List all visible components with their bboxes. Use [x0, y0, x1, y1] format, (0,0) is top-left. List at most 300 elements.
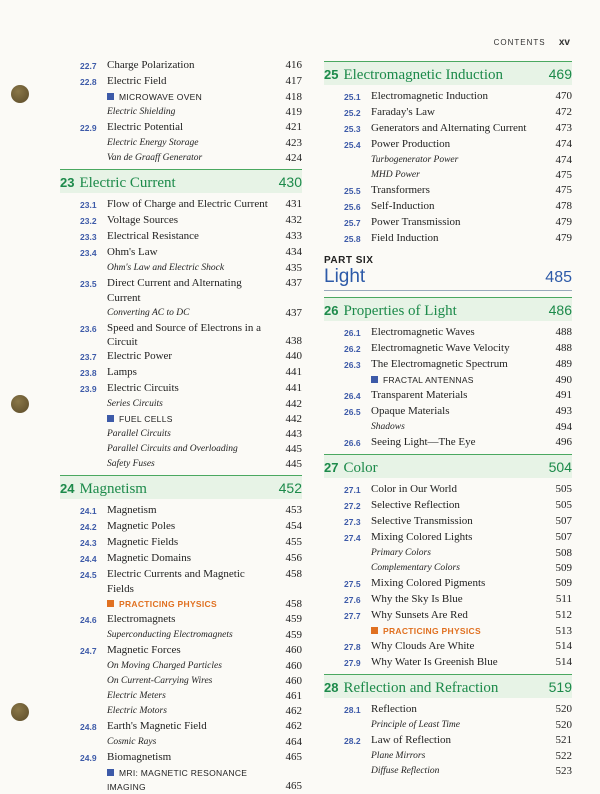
section-title: Diffuse Reflection: [371, 766, 440, 776]
toc-section[interactable]: [60, 503, 302, 519]
section-title: Complementary Colors: [371, 563, 460, 573]
toc-subsection[interactable]: [60, 306, 302, 321]
section-page: 461: [285, 690, 302, 702]
section-page: 435: [285, 262, 302, 274]
toc-practicing-physics[interactable]: [60, 597, 302, 612]
section-page: 490: [555, 374, 572, 386]
toc-section[interactable]: [324, 341, 572, 357]
toc-practicing-physics[interactable]: [324, 624, 572, 639]
section-page: 464: [285, 736, 302, 748]
section-page: 432: [285, 214, 302, 226]
toc-subsection[interactable]: [60, 674, 302, 689]
toc-section[interactable]: [324, 702, 572, 718]
section-page: 455: [285, 536, 302, 548]
section-number: 23.8: [80, 368, 97, 378]
toc-section[interactable]: [60, 365, 302, 381]
section-number: 24.1: [80, 506, 97, 516]
part-page: 485: [545, 269, 572, 286]
section-title: Electric Shielding: [107, 107, 176, 117]
toc-section[interactable]: [60, 519, 302, 535]
section-title: Van de Graaff Generator: [107, 153, 203, 163]
section-number: [60, 457, 107, 472]
section-number: 27.9: [344, 658, 361, 668]
section-page: 491: [555, 389, 572, 401]
section-page: 505: [555, 483, 572, 495]
section-title: Parallel Circuits: [107, 429, 171, 439]
section-page: 472: [555, 106, 572, 118]
section-page: 473: [555, 122, 572, 134]
section-page: 437: [285, 307, 302, 319]
section-page: 488: [555, 326, 572, 338]
section-number: 27.8: [344, 642, 361, 652]
section-number: 23.4: [80, 248, 97, 258]
toc-subsection[interactable]: [60, 105, 302, 120]
section-title: Magnetic Forces: [107, 644, 181, 656]
section-title: Superconducting Electromagnets: [107, 630, 233, 640]
section-title: MHD Power: [371, 170, 420, 180]
section-number: 27.2: [344, 501, 361, 511]
section-title: Magnetic Poles: [107, 520, 176, 532]
section-page: 421: [285, 121, 302, 133]
toc-section[interactable]: [60, 381, 302, 397]
section-page: 520: [555, 703, 572, 715]
toc-subsection[interactable]: [60, 689, 302, 704]
section-page: 437: [285, 277, 302, 289]
section-page: 459: [285, 629, 302, 641]
section-page: 442: [285, 413, 302, 425]
section-title: Mixing Colored Pigments: [371, 577, 486, 589]
section-number: 23.7: [80, 352, 97, 362]
section-title: Transformers: [371, 184, 430, 196]
toc-section[interactable]: [324, 137, 572, 153]
section-number: 23.3: [80, 232, 97, 242]
section-page: 489: [555, 358, 572, 370]
section-number: [60, 735, 107, 750]
section-title: MRI: MAGNETIC RESONANCE IMAGING: [107, 766, 268, 794]
section-number: [324, 373, 371, 388]
section-title: FRACTAL ANTENNAS: [371, 373, 538, 388]
section-title: Lamps: [107, 366, 137, 378]
section-number: 24.4: [80, 554, 97, 564]
toc-section[interactable]: [324, 89, 572, 105]
binder-hole-middle: [11, 395, 29, 413]
section-page: 431: [285, 198, 302, 210]
section-title: Power Transmission: [371, 216, 461, 228]
section-page: 470: [555, 90, 572, 102]
toc-section[interactable]: [324, 215, 572, 231]
toc-section[interactable]: [60, 349, 302, 365]
section-number: [324, 624, 371, 639]
toc-subsection[interactable]: [324, 561, 572, 576]
section-title: Biomagnetism: [107, 751, 172, 763]
section-title: Magnetic Domains: [107, 552, 192, 564]
section-title: Safety Fuses: [107, 459, 155, 469]
section-page: 478: [555, 200, 572, 212]
section-page: 462: [285, 705, 302, 717]
toc-subsection[interactable]: [324, 153, 572, 168]
section-page: 475: [555, 184, 572, 196]
section-title: Ohm's Law and Electric Shock: [107, 263, 225, 273]
section-title: Electric Power: [107, 350, 173, 362]
toc-feature-box[interactable]: [60, 412, 302, 427]
section-number: 28.1: [344, 705, 361, 715]
section-title: Voltage Sources: [107, 214, 178, 226]
toc-subsection[interactable]: [60, 457, 302, 472]
section-title: Flow of Charge and Electric Current: [107, 198, 268, 210]
section-page: 443: [285, 428, 302, 440]
section-page: 458: [285, 568, 302, 580]
section-title: Electric Meters: [107, 691, 166, 701]
section-page: 474: [555, 154, 572, 166]
section-title: Ohm's Law: [107, 246, 158, 258]
toc-feature-box[interactable]: [60, 90, 302, 105]
chapter-heading[interactable]: [60, 475, 302, 499]
section-title: Generators and Alternating Current: [371, 122, 527, 134]
section-page: 459: [285, 613, 302, 625]
section-number: 25.3: [344, 124, 361, 134]
section-page: 522: [555, 750, 572, 762]
section-number: [60, 427, 107, 442]
section-title: Magnetic Fields: [107, 536, 179, 548]
section-title: The Electromagnetic Spectrum: [371, 358, 508, 370]
toc-subsection[interactable]: [60, 442, 302, 457]
toc-section[interactable]: [324, 199, 572, 215]
toc-subsection[interactable]: [60, 735, 302, 750]
chapter-page: 452: [278, 480, 302, 496]
section-number: [60, 105, 107, 120]
section-number: 24.9: [80, 753, 97, 763]
toc-section[interactable]: [324, 357, 572, 373]
section-page: 454: [285, 520, 302, 532]
chapter-title: Electric Current: [79, 175, 176, 191]
section-title: PRACTICING PHYSICS: [107, 597, 268, 612]
section-title: Electric Currents and Magnetic Fields: [107, 568, 245, 595]
toc-section[interactable]: [324, 435, 572, 451]
section-title: Field Induction: [371, 232, 439, 244]
toc-subsection[interactable]: [324, 718, 572, 733]
section-title: Electromagnetic Wave Velocity: [371, 342, 510, 354]
section-page: 453: [285, 504, 302, 516]
toc-section[interactable]: [324, 498, 572, 514]
section-page: 423: [285, 137, 302, 149]
section-page: 488: [555, 342, 572, 354]
section-number: 22.8: [80, 77, 97, 87]
section-title: MICROWAVE OVEN: [107, 90, 268, 105]
section-title: Direct Current and Alternating Current: [107, 277, 242, 304]
toc-section[interactable]: [324, 514, 572, 530]
section-title: Shadows: [371, 422, 405, 432]
chapter-number: 25: [324, 67, 339, 82]
section-title: Series Circuits: [107, 399, 163, 409]
chapter-number: 23: [60, 175, 75, 190]
toc-section[interactable]: [324, 231, 572, 247]
section-number: 27.5: [344, 579, 361, 589]
section-title: PRACTICING PHYSICS: [371, 624, 538, 639]
section-title: Electromagnets: [107, 613, 176, 625]
toc-subsection[interactable]: [324, 749, 572, 764]
section-page: 509: [555, 577, 572, 589]
section-number: [324, 153, 371, 168]
section-number: 26.6: [344, 438, 361, 448]
section-number: [60, 597, 107, 612]
section-title: Faraday's Law: [371, 106, 435, 118]
toc-section[interactable]: [60, 719, 302, 735]
section-title: Electromagnetic Induction: [371, 90, 488, 102]
toc-section[interactable]: [324, 655, 572, 671]
section-number: [60, 689, 107, 704]
section-number: 22.7: [80, 61, 97, 71]
section-number: [324, 168, 371, 183]
section-title: Cosmic Rays: [107, 737, 157, 747]
toc-section[interactable]: [324, 482, 572, 498]
section-page: 513: [555, 625, 572, 637]
chapter-title: Magnetism: [79, 481, 147, 497]
toc-feature-box[interactable]: [324, 373, 572, 388]
toc-section[interactable]: [60, 58, 302, 74]
section-number: [60, 306, 107, 321]
section-number: 25.1: [344, 92, 361, 102]
toc-section[interactable]: [60, 612, 302, 628]
section-number: [60, 659, 107, 674]
toc-subsection[interactable]: [324, 764, 572, 779]
section-title: Electric Potential: [107, 121, 184, 133]
section-number: 24.8: [80, 722, 97, 732]
section-title: Self-Induction: [371, 200, 435, 212]
section-title: Opaque Materials: [371, 405, 450, 417]
toc-subsection[interactable]: [60, 659, 302, 674]
toc-left-column: [60, 58, 302, 794]
chapter-title: Electromagnetic Induction: [343, 67, 503, 83]
toc-section[interactable]: [324, 733, 572, 749]
section-number: [60, 90, 107, 105]
section-title: FUEL CELLS: [107, 412, 268, 427]
toc-subsection[interactable]: [60, 136, 302, 151]
toc-section[interactable]: [60, 213, 302, 229]
section-page: 512: [555, 609, 572, 621]
binder-hole-top: [11, 85, 29, 103]
toc-section[interactable]: [324, 530, 572, 546]
toc-feature-box[interactable]: [60, 766, 302, 794]
section-title: On Moving Charged Particles: [107, 661, 222, 671]
section-number: [60, 674, 107, 689]
part-title: Light: [324, 266, 366, 287]
section-page: 494: [555, 421, 572, 433]
toc-section[interactable]: [60, 276, 302, 306]
section-page: 433: [285, 230, 302, 242]
section-number: 25.4: [344, 140, 361, 150]
section-title: Primary Colors: [371, 548, 431, 558]
section-number: 24.3: [80, 538, 97, 548]
section-number: [324, 546, 371, 561]
section-title: Earth's Magnetic Field: [107, 720, 207, 732]
section-page: 520: [555, 719, 572, 731]
section-page: 440: [285, 350, 302, 362]
toc-subsection[interactable]: [324, 546, 572, 561]
section-title: Charge Polarization: [107, 59, 195, 71]
section-number: [324, 420, 371, 435]
chapter-heading[interactable]: [324, 61, 572, 85]
section-number: 23.9: [80, 384, 97, 394]
section-title: Why Clouds Are White: [371, 640, 475, 652]
chapter-heading[interactable]: [324, 297, 572, 321]
section-number: [60, 766, 107, 794]
toc-section[interactable]: [324, 183, 572, 199]
section-page: 460: [285, 675, 302, 687]
section-number: 28.2: [344, 736, 361, 746]
toc-section[interactable]: [324, 105, 572, 121]
toc-section[interactable]: [60, 74, 302, 90]
section-page: 417: [285, 75, 302, 87]
toc-section[interactable]: [60, 120, 302, 136]
section-number: 25.2: [344, 108, 361, 118]
chapter-number: 28: [324, 680, 339, 695]
toc-subsection[interactable]: [324, 420, 572, 435]
section-page: 511: [555, 593, 572, 605]
section-number: [60, 397, 107, 412]
toc-section[interactable]: [324, 388, 572, 404]
section-page: 419: [285, 106, 302, 118]
section-page: 441: [285, 382, 302, 394]
section-number: [60, 151, 107, 166]
section-number: 27.6: [344, 595, 361, 605]
section-number: 27.4: [344, 533, 361, 543]
toc-section[interactable]: [324, 639, 572, 655]
chapter-title: Reflection and Refraction: [343, 680, 499, 696]
section-page: 496: [555, 436, 572, 448]
section-page: 479: [555, 216, 572, 228]
section-page: 521: [555, 734, 572, 746]
part-heading[interactable]: [324, 255, 572, 291]
section-page: 514: [555, 640, 572, 652]
section-title: Turbogenerator Power: [371, 155, 459, 165]
section-number: 23.2: [80, 216, 97, 226]
toc-subsection[interactable]: [60, 427, 302, 442]
section-page: 438: [285, 335, 302, 347]
section-number: 25.8: [344, 234, 361, 244]
chapter-page: 519: [548, 679, 572, 695]
section-number: 24.2: [80, 522, 97, 532]
chapter-heading[interactable]: [60, 169, 302, 193]
section-number: 23.5: [80, 279, 97, 289]
section-title: Electric Motors: [107, 706, 167, 716]
section-page: 465: [285, 751, 302, 763]
toc-section[interactable]: [60, 197, 302, 213]
section-number: 25.6: [344, 202, 361, 212]
toc-subsection[interactable]: [324, 168, 572, 183]
section-title: Mixing Colored Lights: [371, 531, 473, 543]
section-title: Law of Reflection: [371, 734, 452, 746]
toc-section[interactable]: [324, 592, 572, 608]
section-page: 456: [285, 552, 302, 564]
section-number: 24.6: [80, 615, 97, 625]
section-page: 462: [285, 720, 302, 732]
section-number: 22.9: [80, 123, 97, 133]
section-title: Why Sunsets Are Red: [371, 609, 468, 621]
section-page: 441: [285, 366, 302, 378]
section-page: 445: [285, 458, 302, 470]
part-title-line: [324, 266, 572, 291]
section-number: [60, 412, 107, 427]
toc-subsection[interactable]: [60, 704, 302, 719]
chapter-title: Properties of Light: [343, 303, 457, 319]
toc-section[interactable]: [324, 608, 572, 624]
toc-section[interactable]: [324, 121, 572, 137]
section-page: 416: [285, 59, 302, 71]
section-page: 507: [555, 515, 572, 527]
toc-section[interactable]: [60, 535, 302, 551]
chapter-number: 24: [60, 481, 75, 496]
section-page: 514: [555, 656, 572, 668]
section-title: Selective Reflection: [371, 499, 460, 511]
toc-section[interactable]: [60, 551, 302, 567]
section-title: Why Water Is Greenish Blue: [371, 656, 498, 668]
section-number: 26.4: [344, 391, 361, 401]
section-number: [60, 704, 107, 719]
toc-section[interactable]: [60, 321, 302, 349]
section-page: 493: [555, 405, 572, 417]
section-number: 27.7: [344, 611, 361, 621]
section-page: 507: [555, 531, 572, 543]
section-number: [324, 764, 371, 779]
section-page: 424: [285, 152, 302, 164]
toc-section[interactable]: [324, 325, 572, 341]
section-page: 474: [555, 138, 572, 150]
part-label: PART SIX: [324, 255, 374, 266]
section-number: 23.6: [80, 324, 97, 334]
section-title: Power Production: [371, 138, 451, 150]
section-page: 434: [285, 246, 302, 258]
toc-section[interactable]: [324, 404, 572, 420]
section-page: 509: [555, 562, 572, 574]
section-number: [324, 749, 371, 764]
chapter-number: 27: [324, 460, 339, 475]
toc-section[interactable]: [324, 576, 572, 592]
toc-subsection[interactable]: [60, 397, 302, 412]
page-header: [494, 37, 570, 48]
chapter-heading[interactable]: [324, 674, 572, 698]
section-title: Seeing Light—The Eye: [371, 436, 476, 448]
header-label: CONTENTS: [493, 38, 546, 47]
section-number: [60, 136, 107, 151]
toc-section[interactable]: [60, 567, 302, 597]
section-page: 460: [285, 660, 302, 672]
section-page: 475: [555, 169, 572, 181]
toc-section[interactable]: [60, 245, 302, 261]
section-title: On Current-Carrying Wires: [107, 676, 213, 686]
toc-subsection[interactable]: [60, 261, 302, 276]
section-title: Magnetism: [107, 504, 157, 516]
section-number: 25.5: [344, 186, 361, 196]
toc-subsection[interactable]: [60, 628, 302, 643]
section-number: 27.3: [344, 517, 361, 527]
section-number: 24.5: [80, 570, 97, 580]
section-page: 508: [555, 547, 572, 559]
toc-subsection[interactable]: [60, 151, 302, 166]
section-page: 465: [285, 780, 302, 792]
section-title: Parallel Circuits and Overloading: [107, 444, 238, 454]
chapter-heading[interactable]: [324, 454, 572, 478]
header-page-number: xv: [558, 37, 570, 48]
section-page: 460: [285, 644, 302, 656]
section-title: Color in Our World: [371, 483, 457, 495]
section-title: Electric Circuits: [107, 382, 179, 394]
toc-section[interactable]: [60, 229, 302, 245]
chapter-page: 504: [548, 459, 572, 475]
toc-section[interactable]: [60, 750, 302, 766]
section-number: 24.7: [80, 646, 97, 656]
toc-section[interactable]: [60, 643, 302, 659]
chapter-page: 486: [548, 302, 572, 318]
